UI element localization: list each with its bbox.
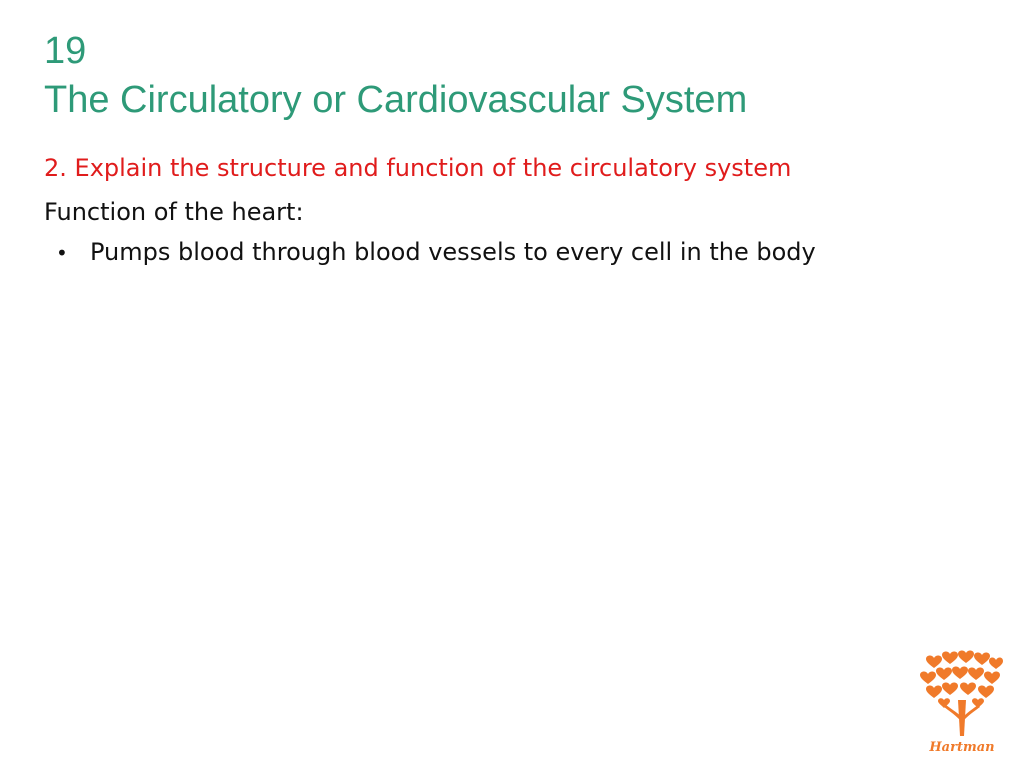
chapter-title: The Circulatory or Cardiovascular System bbox=[44, 79, 748, 121]
bullet-dot-icon: • bbox=[56, 241, 68, 265]
bullet-item bbox=[56, 236, 816, 269]
bullet-text: Pumps blood through blood vessels to every cell in the body bbox=[90, 238, 816, 266]
chapter-number: 19 bbox=[44, 30, 87, 72]
heart-icon bbox=[920, 650, 1003, 708]
logo-wordmark: Hartman bbox=[929, 740, 995, 755]
learning-objective: 2. Explain the structure and function of the circulatory system bbox=[44, 154, 792, 182]
heart-tree-logo-icon bbox=[920, 650, 1004, 756]
bullet-list bbox=[56, 236, 816, 269]
section-heading: Function of the heart: bbox=[44, 198, 304, 226]
